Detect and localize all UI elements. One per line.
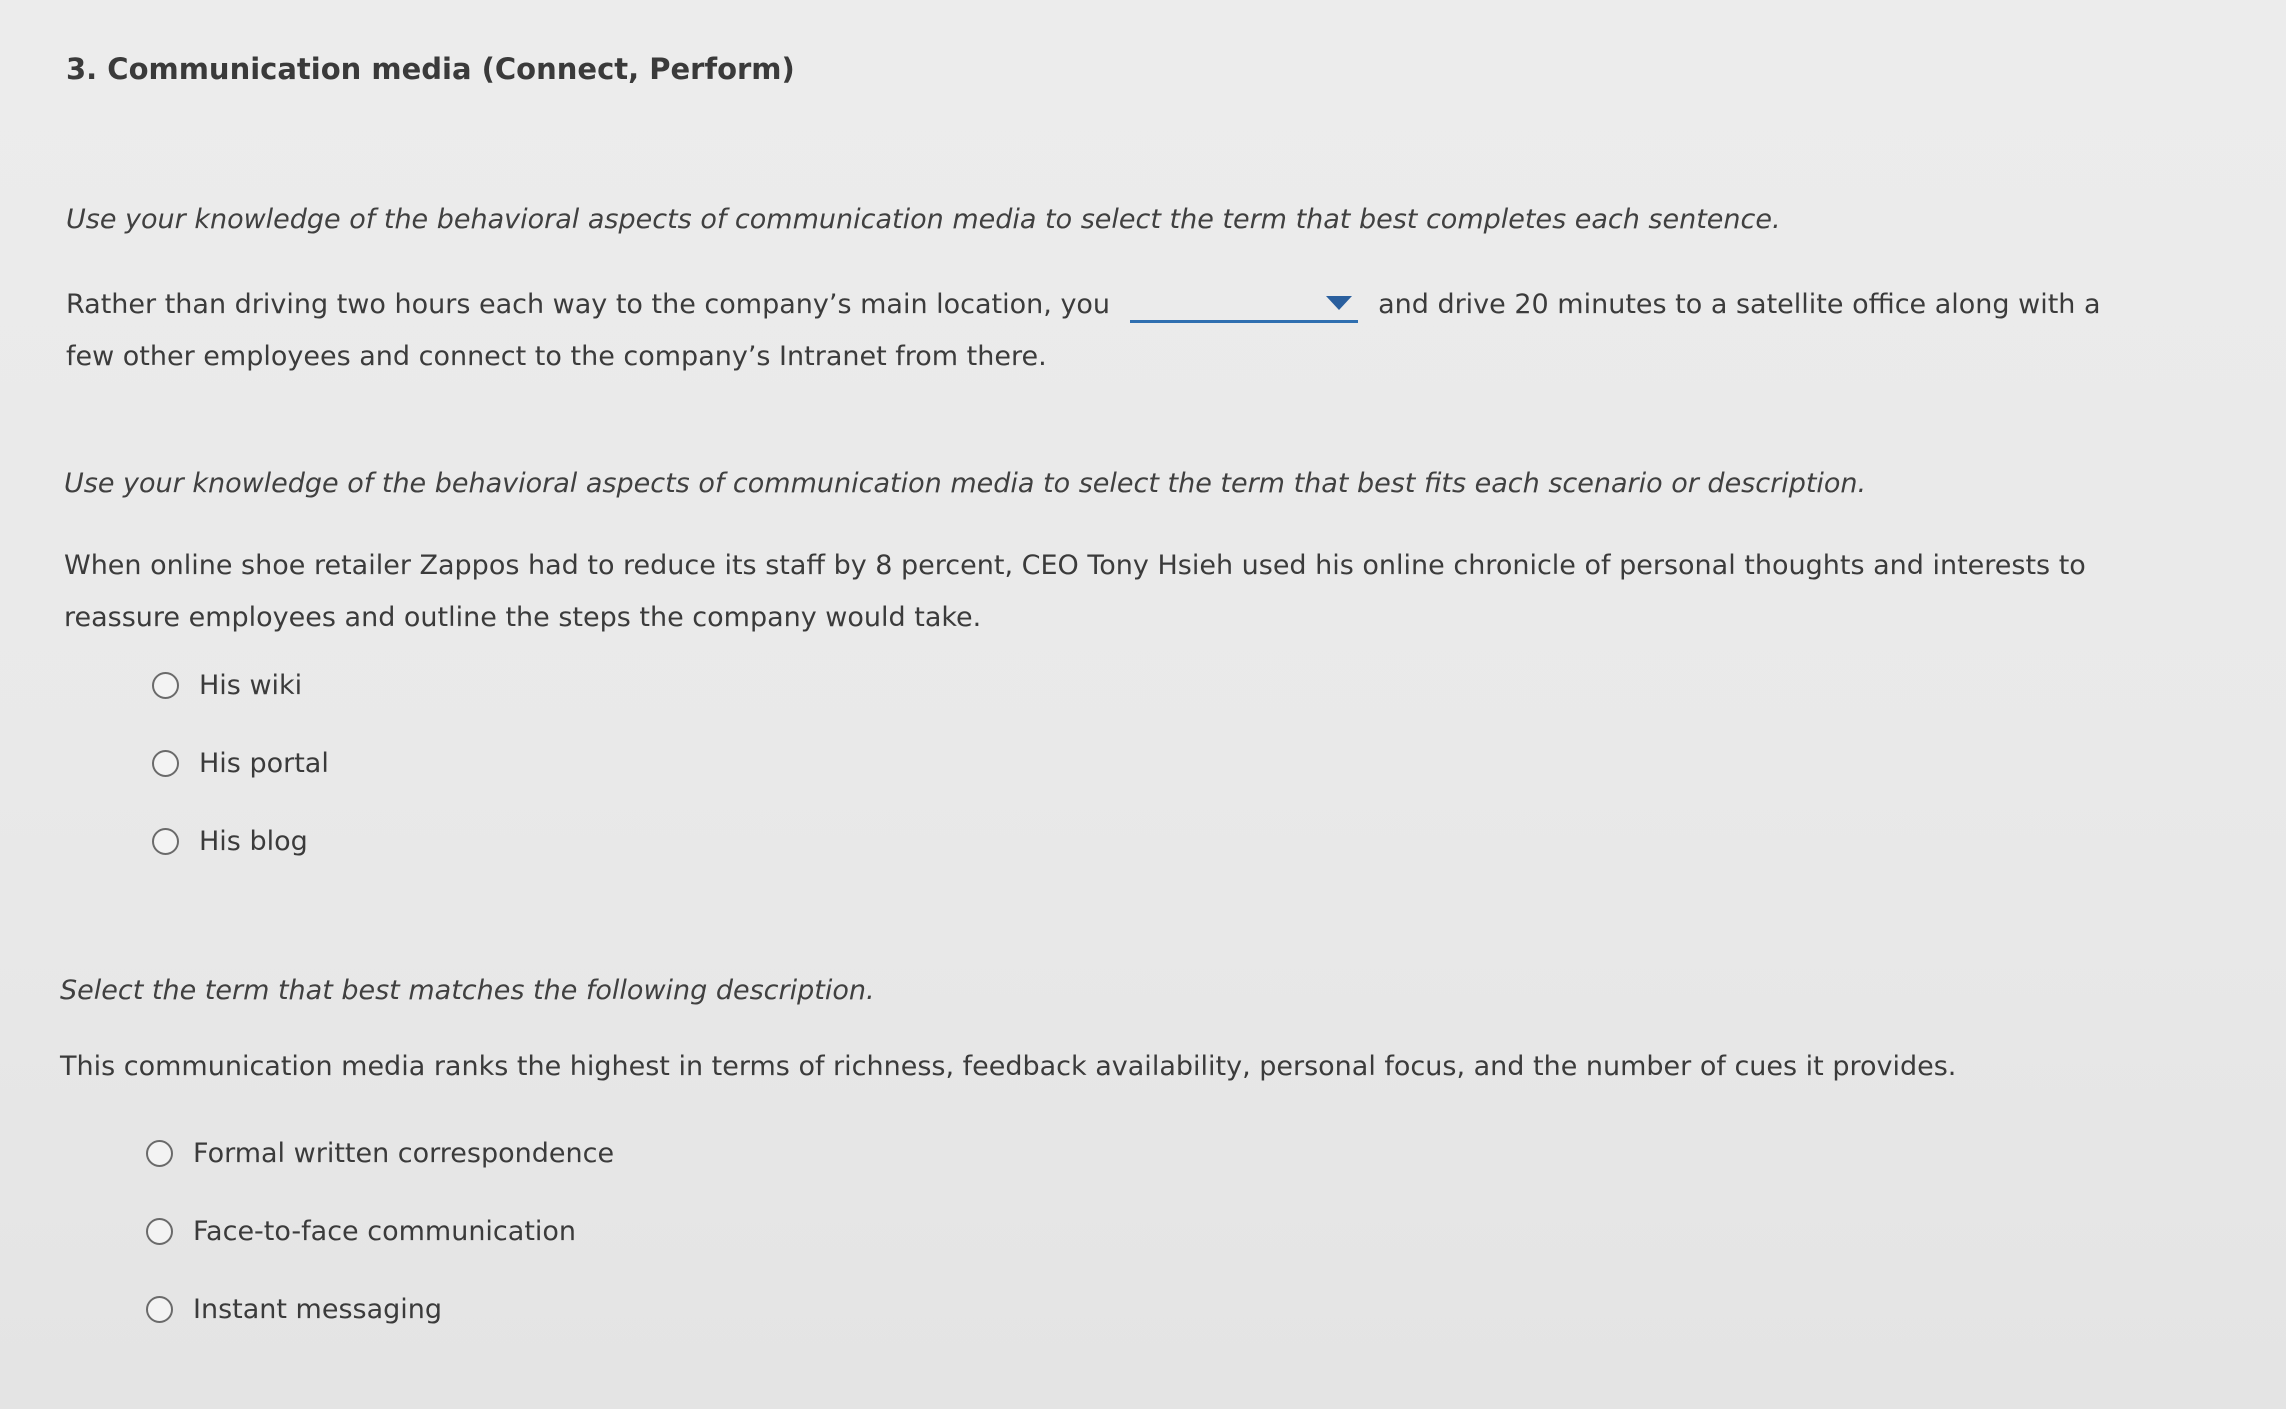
option-instant-messaging[interactable] (146, 1270, 614, 1348)
question-title: 3. Communication media (Connect, Perform) (66, 52, 795, 86)
answer-dropdown[interactable] (1130, 286, 1358, 323)
option-formal-written-correspondence[interactable] (146, 1114, 614, 1192)
scenario-line1: When online shoe retailer Zappos had to reduce its staff by 8 percent, CEO Tony Hsieh used his online chronicle of personal thoughts and interests to (64, 550, 2086, 581)
part3-options (146, 1114, 614, 1348)
option-label: Formal written correspondence (193, 1137, 615, 1169)
caret-down-icon (1326, 296, 1352, 310)
option-his-portal[interactable] (152, 724, 329, 802)
radio-button[interactable] (152, 828, 179, 855)
option-label: His portal (199, 747, 329, 779)
part3-description: This communication media ranks the highest in terms of richness, feedback availability, personal focus, and the number of cues it provides. (60, 1051, 1957, 1082)
option-label: His wiki (199, 669, 303, 701)
part2-scenario (64, 540, 2086, 644)
part3-prompt: Select the term that best matches the following description. (60, 975, 875, 1006)
radio-button[interactable] (146, 1140, 173, 1167)
sentence-after-text: and drive 20 minutes to a satellite office along with a (1378, 289, 2101, 320)
option-label: Instant messaging (193, 1293, 443, 1325)
part1-sentence-line2: few other employees and connect to the company’s Intranet from there. (66, 341, 1047, 372)
option-his-wiki[interactable] (152, 646, 329, 724)
sentence-before-text: Rather than driving two hours each way to the company’s main location, you (66, 289, 1111, 320)
option-his-blog[interactable] (152, 802, 329, 880)
radio-button[interactable] (146, 1296, 173, 1323)
option-label: Face-to-face communication (193, 1215, 577, 1247)
part1-sentence-line1 (66, 279, 2101, 331)
part1-prompt: Use your knowledge of the behavioral aspects of communication media to select the term that best completes each sentence. (66, 204, 1781, 235)
part2-options (152, 646, 329, 880)
scenario-line2: reassure employees and outline the steps the company would take. (64, 602, 982, 633)
part1-sentence (66, 279, 2101, 383)
radio-button[interactable] (152, 672, 179, 699)
part2-prompt: Use your knowledge of the behavioral aspects of communication media to select the term that best fits each scenario or description. (64, 468, 1867, 499)
radio-button[interactable] (146, 1218, 173, 1245)
option-face-to-face-communication[interactable] (146, 1192, 614, 1270)
radio-button[interactable] (152, 750, 179, 777)
option-label: His blog (199, 825, 308, 857)
